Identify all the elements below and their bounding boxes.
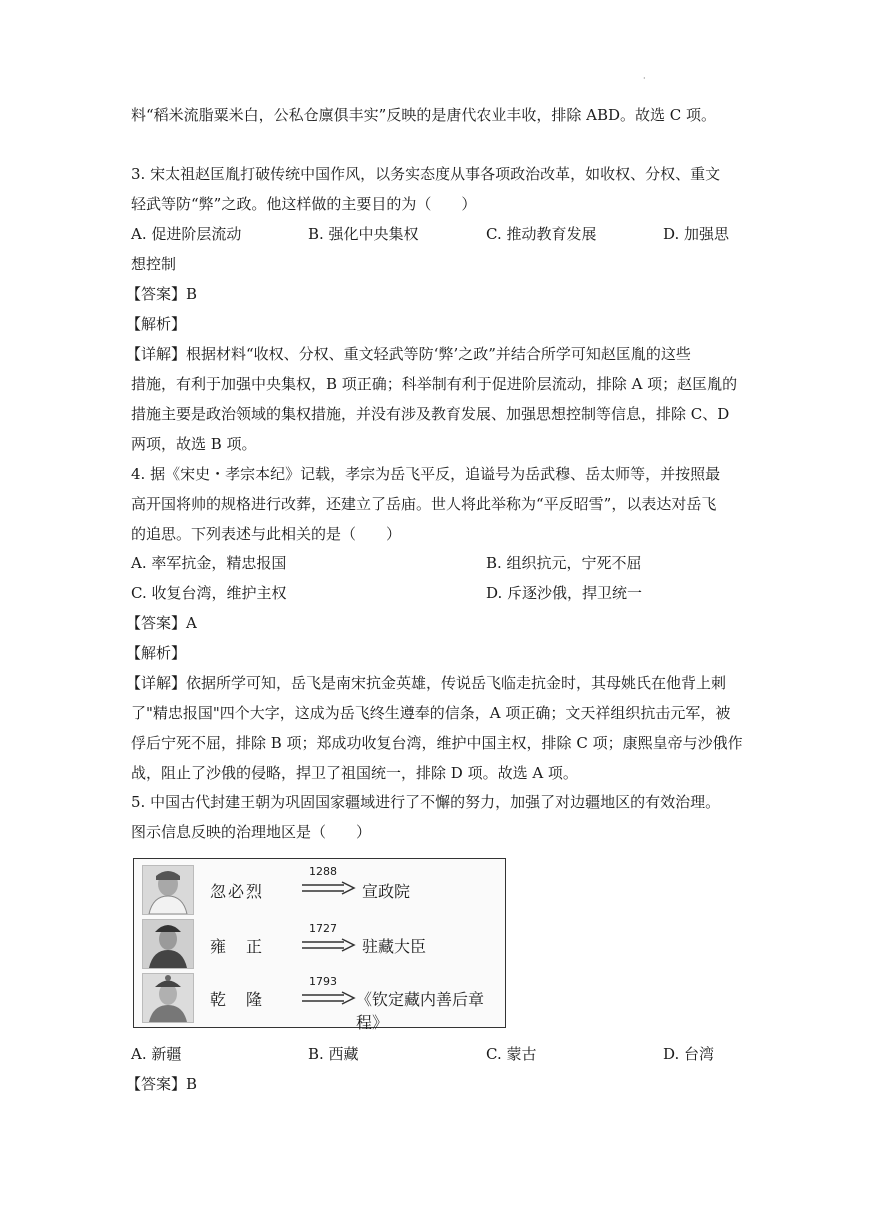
figure-result-2: 驻藏大臣 (362, 937, 427, 956)
kublai-portrait (142, 865, 194, 915)
q5-option-c: C. 蒙古 (486, 1045, 537, 1063)
figure-name-2: 雍 正 (210, 937, 265, 956)
q3-option-d-wrap: 想控制 (131, 255, 177, 273)
q3-detail-line-2: 措施，有利于加强中央集权，B 项正确；科举制有利于促进阶层流动，排除 A 项；赵匡胤的 (131, 375, 738, 393)
q3-option-b: B. 强化中央集权 (308, 225, 419, 243)
q4-detail-line-2: 了"精忠报国"四个大字，这成为岳飞终生遵奉的信条，A 项正确；文天祥组织抗击元军，被 (131, 704, 731, 722)
figure-arrow-1 (300, 881, 356, 895)
figure-arrow-2 (300, 938, 356, 952)
header-dot: · (643, 74, 646, 83)
q4-option-d: D. 斥逐沙俄，捍卫统一 (486, 584, 643, 602)
figure-arrow-3 (300, 991, 356, 1005)
q4-detail-line-1: 【详解】依据所学可知，岳飞是南宋抗金英雄，传说岳飞临走抗金时，其母姚氏在他背上刺 (126, 674, 727, 692)
q3-detail-line-4: 两项，故选 B 项。 (131, 435, 257, 453)
q4-detail-line-4: 战，阻止了沙俄的侵略，捍卫了祖国统一，排除 D 项。故选 A 项。 (131, 764, 578, 782)
q4-stem-line-2: 高开国将帅的规格进行改葬，还建立了岳庙。世人将此举称为“平反昭雪”，以表达对岳飞 (131, 495, 717, 513)
qianlong-portrait (142, 973, 194, 1023)
figure-name-3: 乾 隆 (210, 990, 265, 1009)
q4-analysis-label: 【解析】 (126, 644, 187, 662)
q3-option-a: A. 促进阶层流动 (131, 225, 242, 243)
yongzheng-portrait (142, 919, 194, 969)
figure-year-1: 1288 (309, 865, 337, 878)
q5-option-d: D. 台湾 (663, 1045, 715, 1063)
q3-answer: 【答案】B (126, 285, 198, 303)
q4-answer: 【答案】A (126, 614, 197, 632)
q5-stem-line-1: 5. 中国古代封建王朝为巩固国家疆域进行了不懈的努力，加强了对边疆地区的有效治理。 (131, 793, 721, 811)
q3-option-c: C. 推动教育发展 (486, 225, 597, 243)
q3-detail-line-1: 【详解】根据材料“收权、分权、重文轻武等防‘弊’之政”并结合所学可知赵匡胤的这些 (126, 345, 691, 363)
figure-result-1: 宣政院 (362, 882, 411, 901)
q5-answer: 【答案】B (126, 1075, 198, 1093)
q3-stem-line-1: 3. 宋太祖赵匡胤打破传统中国作风，以务实态度从事各项政治改革，如收权、分权、重文 (131, 165, 721, 183)
q4-option-a: A. 率军抗金，精忠报国 (131, 554, 287, 572)
q3-stem-line-2: 轻武等防“弊”之政。他这样做的主要目的为（ ） (131, 195, 477, 213)
figure-name-1: 忽必烈 (210, 882, 265, 901)
figure-year-3: 1793 (309, 975, 337, 988)
intro-line: 料“稻米流脂粟米白，公私仓廪俱丰实”反映的是唐代农业丰收，排除 ABD。故选 C 项。 (131, 106, 717, 124)
q5-stem-line-2: 图示信息反映的治理地区是（ ） (131, 823, 372, 841)
q5-figure (133, 858, 506, 1032)
q4-stem-line-3: 的追思。下列表述与此相关的是（ ） (131, 525, 402, 543)
q3-analysis-label: 【解析】 (126, 315, 187, 333)
q3-option-d: D. 加强思 (663, 225, 730, 243)
q4-detail-line-3: 俘后宁死不屈，排除 B 项；郑成功收复台湾，维护中国主权，排除 C 项；康熙皇帝与沙俄作 (131, 734, 743, 752)
figure-year-2: 1727 (309, 922, 337, 935)
q4-stem-line-1: 4. 据《宋史・孝宗本纪》记载，孝宗为岳飞平反，追谥号为岳武穆、岳太师等，并按照最 (131, 465, 721, 483)
figure-result-3: 《钦定藏内善后章程》 (356, 990, 485, 1032)
q3-detail-line-3: 措施主要是政治领域的集权措施，并没有涉及教育发展、加强思想控制等信息，排除 C、D (131, 405, 730, 423)
q5-option-b: B. 西藏 (308, 1045, 359, 1063)
q4-option-b: B. 组织抗元，宁死不屈 (486, 554, 642, 572)
q5-option-a: A. 新疆 (131, 1045, 182, 1063)
q4-option-c: C. 收复台湾，维护主权 (131, 584, 287, 602)
